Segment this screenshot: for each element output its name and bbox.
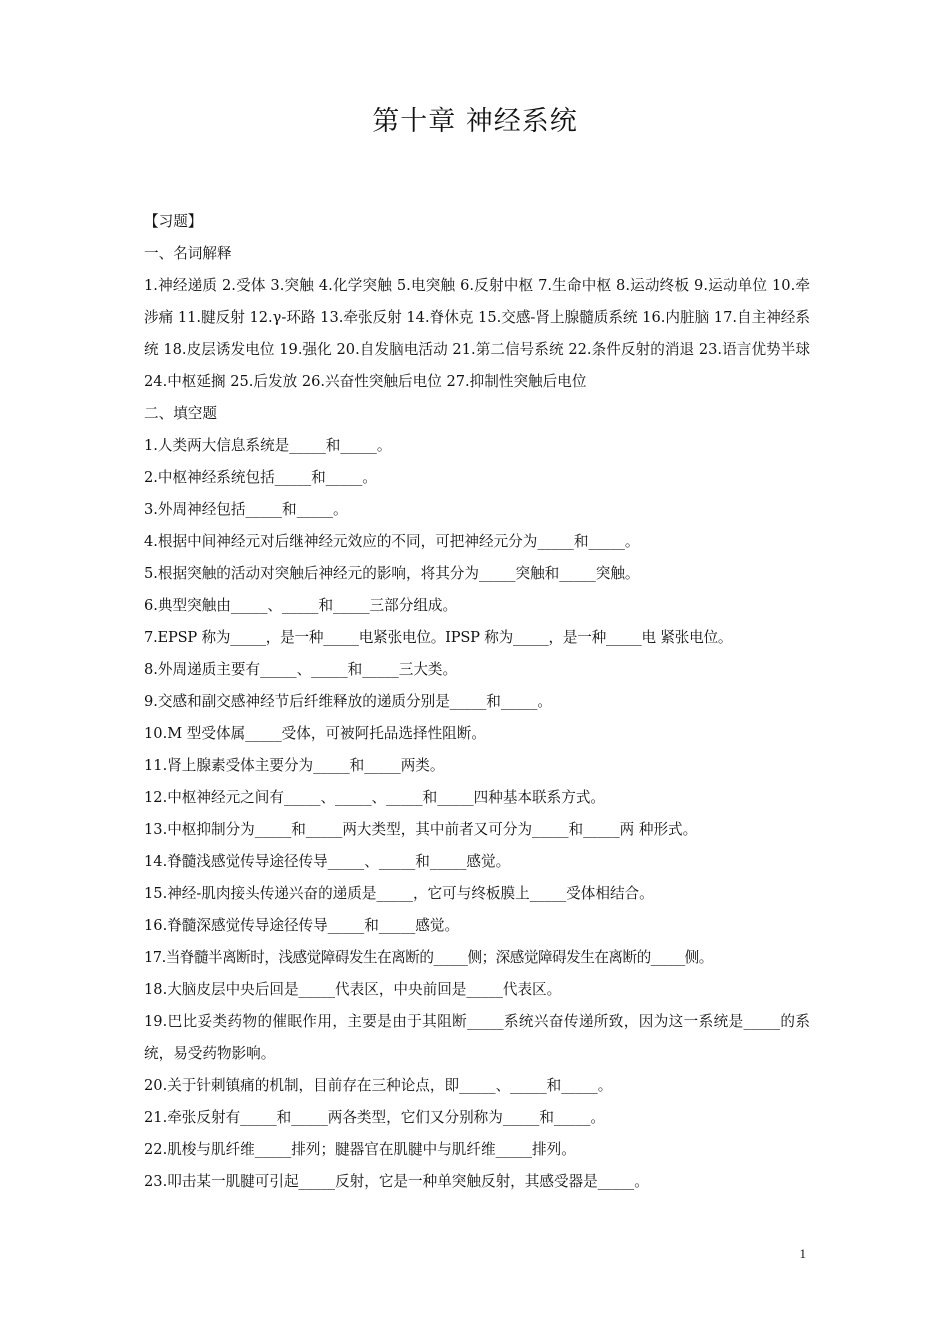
fill-blank-item: 17.当脊髓半离断时，浅感觉障碍发生在离断的_____侧；深感觉障碍发生在离断的_____侧。 [144, 949, 713, 966]
page-title: 第十章 神经系统 [372, 106, 578, 137]
exercise-heading: 【习题】 [144, 213, 203, 230]
fill-blank-list [144, 430, 810, 1198]
section-heading-definitions: 一、名词解释 [144, 245, 232, 262]
fill-blank-item: 16.脊髓深感觉传导途径传导_____和_____感觉。 [144, 917, 460, 934]
fill-blank-item: 3.外周神经包括_____和_____。 [144, 501, 348, 518]
document-body [144, 206, 810, 1198]
fill-blank-item: 14.脊髓浅感觉传导途径传导_____、_____和_____感觉。 [144, 853, 511, 870]
fill-blank-item: 5.根据突触的活动对突触后神经元的影响，将其分为_____突触和_____突触。 [144, 565, 640, 582]
fill-blank-item: 4.根据中间神经元对后继神经元效应的不同，可把神经元分为_____和_____。 [144, 533, 640, 550]
fill-blank-item: 18.大脑皮层中央后回是_____代表区，中央前回是_____代表区。 [144, 981, 562, 998]
page-number: 1 [799, 1246, 806, 1261]
section-heading-fill-blank: 二、填空题 [144, 405, 217, 422]
fill-blank-item: 9.交感和副交感神经节后纤维释放的递质分别是_____和_____。 [144, 693, 552, 710]
fill-blank-item: 19.巴比妥类药物的催眠作用，主要是由于其阻断_____系统兴奋传递所致，因为这一系统是_____的系统，易受药物影响。 [144, 1013, 810, 1062]
fill-blank-item: 22.肌梭与肌纤维_____排列；腱器官在肌腱中与肌纤维_____排列。 [144, 1141, 576, 1158]
fill-blank-item: 21.牵张反射有_____和_____两各类型，它们又分别称为_____和_____。 [144, 1109, 606, 1126]
fill-blank-item: 1.人类两大信息系统是_____和_____。 [144, 437, 392, 454]
definitions-paragraph: 1.神经递质 2.受体 3.突触 4.化学突触 5.电突触 6.反射中枢 7.生命中枢 8.运动终板 9.运动单位 10.牵涉痛 11.腱反射 12.γ-环路 13.牵张反射 14.脊休克 15.交感-肾上腺髓质系统 16.内脏脑 17.自主神经系统 18.皮层诱发电位 19.强化 20.自发脑电活动 21.第二信号系统 22.条件反射的消退 23.语言优势半球 24.中枢延搁 25.后发放 26.兴奋性突触后电位 27.抑制性突触后电位 [144, 277, 810, 390]
fill-blank-item: 11.肾上腺素受体主要分为_____和_____两类。 [144, 757, 445, 774]
fill-blank-item: 7.EPSP 称为_____，是一种_____电紧张电位。IPSP 称为_____，是一种_____电 紧张电位。 [144, 629, 733, 646]
fill-blank-item: 12.中枢神经元之间有_____、_____、_____和_____四种基本联系方式。 [144, 789, 606, 806]
fill-blank-item: 2.中枢神经系统包括_____和_____。 [144, 469, 377, 486]
fill-blank-item: 13.中枢抑制分为_____和_____两大类型，其中前者又可分为_____和_____两 种形式。 [144, 821, 698, 838]
fill-blank-item: 6.典型突触由_____、_____和_____三部分组成。 [144, 597, 458, 614]
fill-blank-item: 10.M 型受体属_____受体，可被阿托品选择性阻断。 [144, 725, 486, 742]
fill-blank-item: 20.关于针刺镇痛的机制，目前存在三种论点，即_____、_____和_____。 [144, 1077, 613, 1094]
fill-blank-item: 23.叩击某一肌腱可引起_____反射，它是一种单突触反射，其感受器是_____。 [144, 1173, 649, 1190]
fill-blank-item: 15.神经-肌肉接头传递兴奋的递质是_____，它可与终板膜上_____受体相结合。 [144, 885, 654, 902]
fill-blank-item: 8.外周递质主要有_____、_____和_____三大类。 [144, 661, 458, 678]
